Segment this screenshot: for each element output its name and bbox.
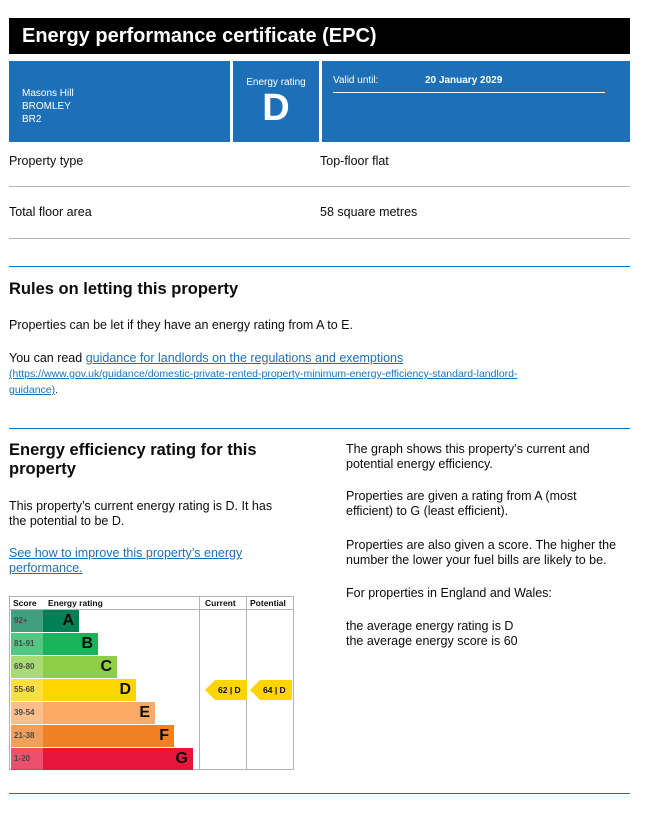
valid-until-label: Valid until: bbox=[333, 75, 379, 86]
section-divider bbox=[9, 266, 630, 267]
energy-rating-box bbox=[233, 61, 319, 142]
band-letter: D bbox=[119, 681, 131, 698]
address-line-2: BROMLEY bbox=[22, 101, 71, 112]
guidance-url-link[interactable]: (https://www.gov.uk/guidance/domestic-private-rented-property-minimum-energy-efficiency-standard-landlord- bbox=[9, 368, 518, 380]
summary-panel bbox=[9, 61, 630, 142]
band-bar bbox=[43, 748, 193, 770]
address-line-1: Masons Hill bbox=[22, 88, 74, 99]
england-wales-intro: For properties in England and Wales: bbox=[346, 586, 552, 600]
chart-header-current: Current bbox=[205, 598, 236, 608]
band-score: 92+ bbox=[11, 610, 43, 632]
valid-until-date: 20 January 2029 bbox=[425, 75, 503, 86]
chart-header-potential: Potential bbox=[250, 598, 286, 608]
rating-band-b bbox=[11, 633, 199, 655]
property-type-value: Top-floor flat bbox=[320, 154, 389, 168]
efficiency-heading-line-2: property bbox=[9, 460, 76, 478]
page-title: Energy performance certificate (EPC) bbox=[9, 18, 630, 54]
current-rating-marker: 62 | D bbox=[215, 680, 247, 700]
guidance-prefix: You can read bbox=[9, 351, 86, 365]
rating-band-d bbox=[11, 679, 199, 701]
property-type-row bbox=[9, 154, 630, 187]
graph-explanation: The graph shows this property’s current and potential energy efficiency. bbox=[346, 442, 590, 471]
epc-rating-chart bbox=[9, 596, 294, 770]
band-bar bbox=[43, 679, 136, 701]
rating-explanation: Properties are given a rating from A (most efficient) to G (least efficient). bbox=[346, 489, 577, 518]
average-rating-info: the average energy rating is D the average energy score is 60 bbox=[346, 619, 518, 648]
energy-rating-value: D bbox=[262, 87, 290, 129]
band-letter: A bbox=[62, 612, 74, 629]
improve-link-paragraph bbox=[9, 546, 242, 576]
band-score: 21-38 bbox=[11, 725, 43, 747]
chart-header-score: Score bbox=[13, 598, 37, 608]
rating-band-a bbox=[11, 610, 199, 632]
current-rating-line-2: the potential to be D. bbox=[9, 514, 125, 528]
rating-band-f bbox=[11, 725, 199, 747]
band-score: 55-68 bbox=[11, 679, 43, 701]
valid-until-box bbox=[333, 75, 605, 93]
rules-heading: Rules on letting this property bbox=[9, 280, 239, 298]
band-letter: E bbox=[139, 704, 150, 721]
floor-area-value: 58 square metres bbox=[320, 205, 418, 219]
rules-guidance-paragraph bbox=[9, 351, 630, 398]
score-explanation: Properties are also given a score. The higher the number the lower your fuel bills are likely to be. bbox=[346, 538, 617, 567]
improve-performance-link[interactable]: See how to improve this property’s energy performance. bbox=[9, 546, 243, 575]
band-score: 69-80 bbox=[11, 656, 43, 678]
band-letter: G bbox=[175, 750, 188, 767]
guidance-url-link-continued[interactable]: guidance) bbox=[9, 384, 56, 396]
section-divider bbox=[9, 793, 630, 794]
current-rating-line-1: This property’s current energy rating is D. It has bbox=[9, 499, 273, 513]
property-address bbox=[22, 87, 74, 126]
efficiency-heading-line-1: Energy efficiency rating for this bbox=[9, 441, 257, 459]
band-letter: F bbox=[159, 727, 169, 744]
guidance-suffix: . bbox=[55, 384, 59, 396]
band-bar bbox=[43, 610, 79, 632]
property-type-label: Property type bbox=[9, 154, 84, 168]
rules-paragraph: Properties can be let if they have an energy rating from A to E. bbox=[9, 318, 353, 332]
rating-band-c bbox=[11, 656, 199, 678]
rating-band-g bbox=[11, 748, 199, 770]
band-letter: C bbox=[100, 658, 112, 675]
potential-rating-marker: 64 | D bbox=[260, 680, 292, 700]
chart-header-rating: Energy rating bbox=[48, 598, 103, 608]
band-letter: B bbox=[81, 635, 93, 652]
panel-divider bbox=[319, 61, 322, 142]
chart-column-divider bbox=[199, 597, 200, 769]
address-line-3: BR2 bbox=[22, 114, 42, 125]
current-rating-paragraph bbox=[9, 499, 272, 529]
band-score: 1-20 bbox=[11, 748, 43, 770]
section-divider bbox=[9, 428, 630, 429]
band-bar bbox=[43, 725, 174, 747]
band-score: 39-54 bbox=[11, 702, 43, 724]
floor-area-label: Total floor area bbox=[9, 205, 92, 219]
energy-rating-label: Energy rating bbox=[246, 77, 306, 88]
band-bar bbox=[43, 656, 117, 678]
rating-band-e bbox=[11, 702, 199, 724]
efficiency-heading bbox=[9, 441, 309, 479]
band-bar bbox=[43, 633, 98, 655]
guidance-link[interactable]: guidance for landlords on the regulations and exemptions bbox=[85, 351, 404, 365]
band-score: 81-91 bbox=[11, 633, 43, 655]
floor-area-row bbox=[9, 205, 630, 239]
band-bar bbox=[43, 702, 155, 724]
